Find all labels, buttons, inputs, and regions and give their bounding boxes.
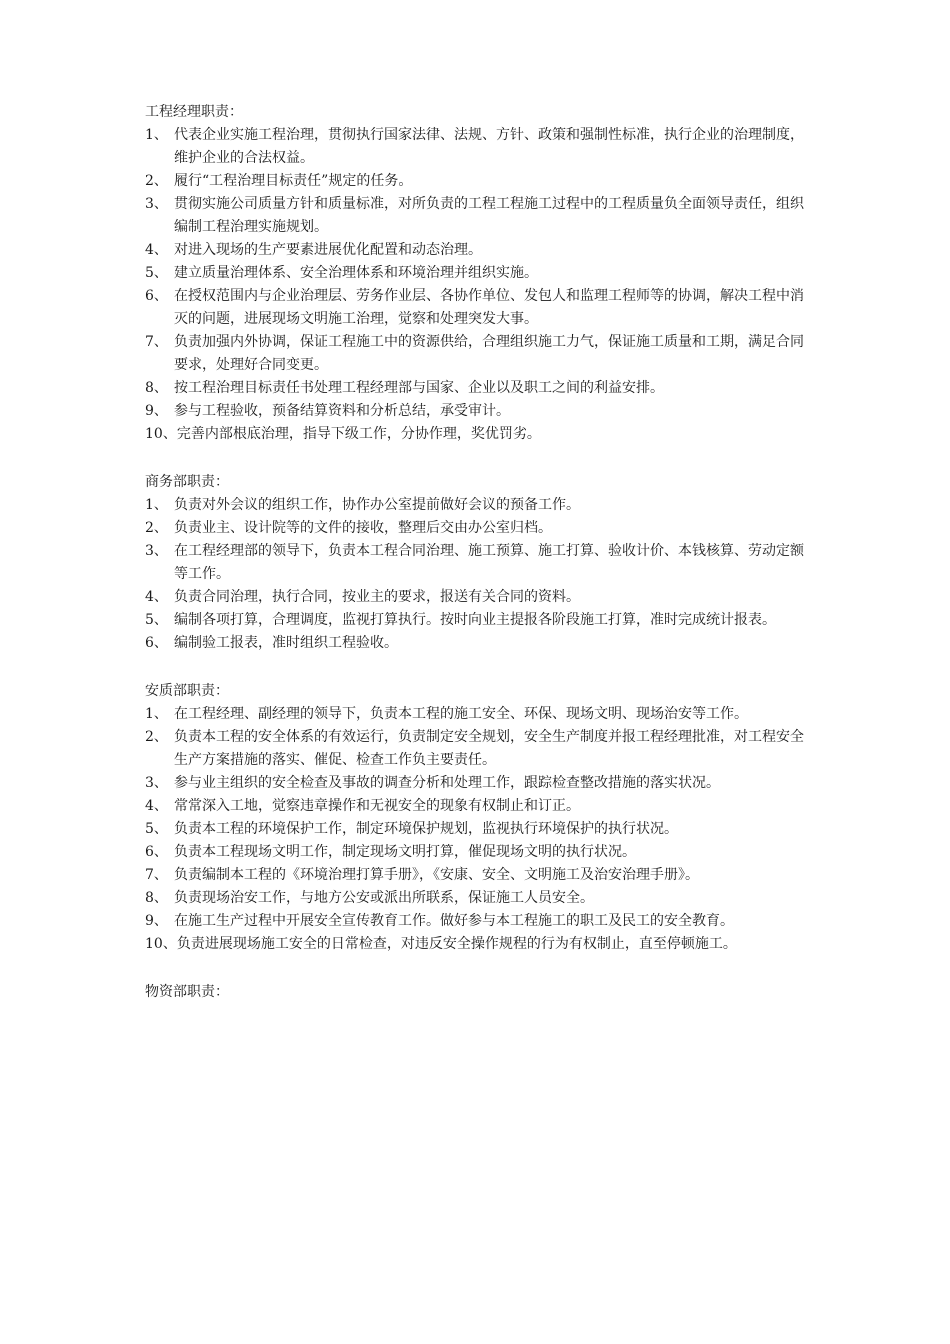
item-number: 2、: [145, 520, 168, 536]
list-item: [145, 170, 810, 193]
section-pm-duties: [145, 100, 810, 446]
section-title: 工程经理职责：: [145, 104, 243, 120]
list-item: [145, 887, 810, 910]
list-item: [145, 124, 810, 170]
item-number: 5、: [145, 265, 168, 281]
item-number: 9、: [145, 403, 168, 419]
list-item: [145, 772, 810, 795]
item-text: 在工程经理、副经理的领导下，负责本工程的施工安全、环保、现场文明、现场治安等工作。: [174, 706, 748, 722]
item-text: 按工程治理目标责任书处理工程经理部与国家、企业以及职工之间的利益安排。: [174, 380, 664, 396]
item-number: 6、: [145, 844, 168, 860]
item-number: 10、: [145, 936, 177, 952]
document-page: [145, 100, 810, 1028]
item-number: 4、: [145, 798, 168, 814]
list-item: [145, 726, 810, 772]
item-text: 建立质量治理体系、安全治理体系和环境治理并组织实施。: [174, 265, 538, 281]
item-number: 4、: [145, 242, 168, 258]
item-number: 3、: [145, 775, 168, 791]
item-number: 2、: [145, 729, 168, 745]
list-item: [145, 400, 810, 423]
item-text: 对进入现场的生产要素进展优化配置和动态治理。: [174, 242, 482, 258]
list-item: [145, 285, 810, 331]
item-text: 负责加强内外协调，保证工程施工中的资源供给，合理组织施工力气，保证施工质量和工期，满足合同要求，处理好合同变更。: [174, 334, 804, 373]
section-title: 物资部职责：: [145, 984, 229, 1000]
item-number: 8、: [145, 890, 168, 906]
item-number: 6、: [145, 635, 168, 651]
item-number: 6、: [145, 288, 168, 304]
item-text: 参与业主组织的安全检查及事故的调查分析和处理工作，跟踪检查整改措施的落实状况。: [174, 775, 720, 791]
item-text: 常常深入工地，觉察违章操作和无视安全的现象有权制止和订正。: [174, 798, 580, 814]
item-number: 8、: [145, 380, 168, 396]
list-item: [145, 910, 810, 933]
list-item: [145, 586, 810, 609]
item-number: 3、: [145, 196, 168, 212]
item-text: 完善内部根底治理，指导下级工作，分协作理，奖优罚劣。: [176, 426, 541, 442]
item-text: 负责业主、设计院等的文件的接收，整理后交由办公室归档。: [174, 520, 552, 536]
item-number: 5、: [145, 612, 168, 628]
item-text: 贯彻实施公司质量方针和质量标准，对所负责的工程工程施工过程中的工程质量负全面领导责任，组织编制工程治理实施规划。: [174, 196, 804, 235]
item-number: 10、: [145, 426, 177, 442]
list-item: [145, 818, 810, 841]
item-text: 编制各项打算，合理调度，监视打算执行。按时向业主提报各阶段施工打算，准时完成统计报表。: [174, 612, 776, 628]
item-text: 在授权范围内与企业治理层、劳务作业层、各协作单位、发包人和监理工程师等的协调，解决工程中消灭的问题，进展现场文明施工治理，觉察和处理突发大事。: [174, 288, 804, 327]
list-item: [145, 331, 810, 377]
list-item: [145, 193, 810, 239]
item-text: 负责本工程的安全体系的有效运行，负责制定安全规划，安全生产制度并报工程经理批准，对工程安全生产方案措施的落实、催促、检查工作负主要责任。: [174, 729, 804, 768]
list-item: [145, 540, 810, 586]
item-number: 1、: [145, 497, 168, 513]
item-number: 4、: [145, 589, 168, 605]
list-item: [145, 377, 810, 400]
item-number: 3、: [145, 543, 168, 559]
item-text: 代表企业实施工程治理，贯彻执行国家法律、法规、方针、政策和强制性标准，执行企业的治理制度，维护企业的合法权益。: [174, 127, 804, 166]
list-item: [145, 933, 810, 956]
item-number: 7、: [145, 867, 168, 883]
section-business-duties: [145, 470, 810, 655]
item-text: 在施工生产过程中开展安全宣传教育工作。做好参与本工程施工的职工及民工的安全教育。: [174, 913, 734, 929]
list-item: [145, 423, 810, 446]
item-text: 负责本工程现场文明工作，制定现场文明打算，催促现场文明的执行状况。: [174, 844, 636, 860]
list-item: [145, 841, 810, 864]
item-text: 履行“工程治理目标责任”规定的任务。: [174, 173, 413, 189]
item-number: 5、: [145, 821, 168, 837]
item-number: 2、: [145, 173, 168, 189]
list-item: [145, 262, 810, 285]
item-text: 在工程经理部的领导下，负责本工程合同治理、施工预算、施工打算、验收计价、本钱核算、劳动定额等工作。: [174, 543, 804, 582]
item-number: 9、: [145, 913, 168, 929]
section-title: 商务部职责：: [145, 474, 229, 490]
item-text: 参与工程验收，预备结算资料和分析总结，承受审计。: [174, 403, 510, 419]
list-item: [145, 494, 810, 517]
section-title: 安质部职责：: [145, 683, 229, 699]
item-number: 7、: [145, 334, 168, 350]
section-safety-quality-duties: [145, 679, 810, 956]
list-item: [145, 703, 810, 726]
item-text: 负责编制本工程的《环境治理打算手册》，《安康、安全、文明施工及治安治理手册》。: [174, 867, 699, 883]
list-item: [145, 609, 810, 632]
item-number: 1、: [145, 706, 168, 722]
list-item: [145, 632, 810, 655]
list-item: [145, 517, 810, 540]
section-materials-duties: [145, 980, 810, 1004]
item-text: 负责本工程的环境保护工作，制定环境保护规划，监视执行环境保护的执行状况。: [174, 821, 678, 837]
item-text: 负责现场治安工作，与地方公安或派出所联系，保证施工人员安全。: [174, 890, 594, 906]
list-item: [145, 795, 810, 818]
list-item: [145, 864, 810, 887]
list-item: [145, 239, 810, 262]
item-number: 1、: [145, 127, 168, 143]
item-text: 负责对外会议的组织工作，协作办公室提前做好会议的预备工作。: [174, 497, 580, 513]
item-text: 负责进展现场施工安全的日常检查，对违反安全操作规程的行为有权制止，直至停顿施工。: [176, 936, 737, 952]
item-text: 负责合同治理，执行合同，按业主的要求，报送有关合同的资料。: [174, 589, 580, 605]
item-text: 编制验工报表，准时组织工程验收。: [174, 635, 398, 651]
